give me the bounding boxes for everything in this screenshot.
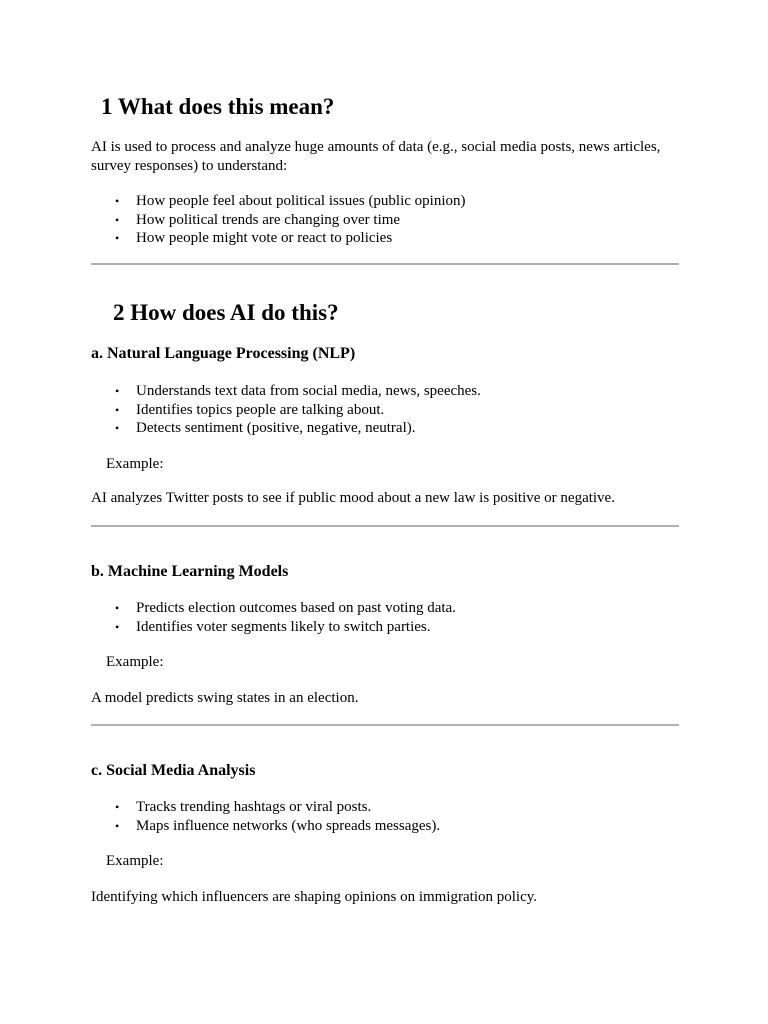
subsection-nlp-example-text: AI analyzes Twitter posts to see if public mood about a new law is positive or negative. (91, 490, 615, 506)
list-item-text: Predicts election outcomes based on past voting data. (136, 600, 456, 616)
horizontal-rule (91, 724, 679, 726)
list-item-text: Identifies voter segments likely to switch parties. (136, 618, 431, 635)
section-1-bullet-list (91, 192, 466, 248)
list-item-text: Identifies topics people are talking about. (136, 401, 385, 418)
list-item (91, 211, 466, 230)
bullet-icon: • (115, 402, 120, 417)
list-item-text: Maps influence networks (who spreads messages). (136, 817, 441, 834)
subsection-nlp-title: a. Natural Language Processing (NLP) (91, 345, 356, 362)
subsection-ml-example-label: Example: (106, 654, 164, 670)
list-item (91, 401, 481, 420)
bullet-icon: • (115, 231, 120, 245)
bullet-icon: • (115, 212, 120, 227)
list-item-text: How people feel about political issues (public opinion) (136, 193, 466, 209)
list-item-text: How people might vote or react to policies (136, 230, 393, 246)
subsection-social-example-label: Example: (106, 853, 164, 869)
list-item (91, 192, 466, 211)
list-item (91, 798, 440, 817)
list-item (91, 229, 466, 248)
list-item (91, 419, 481, 438)
list-item (91, 599, 456, 618)
list-item-text: Detects sentiment (positive, negative, neutral). (136, 420, 416, 436)
section-2-heading: 2 How does AI do this? (113, 300, 339, 325)
subsection-nlp-bullet-list (91, 382, 481, 438)
subsection-social-bullet-list (91, 798, 440, 835)
list-item-text: How political trends are changing over time (136, 211, 401, 228)
subsection-ml-example-text: A model predicts swing states in an election. (91, 690, 359, 706)
bullet-icon: • (115, 818, 120, 833)
bullet-icon: • (115, 800, 120, 814)
subsection-ml-bullet-list (91, 599, 456, 636)
list-item-text: Understands text data from social media, news, speeches. (136, 383, 481, 399)
bullet-icon: • (115, 384, 120, 398)
section-1-intro: AI is used to process and analyze huge amounts of data (e.g., social media posts, news articles, survey responses) to understand: (91, 139, 661, 174)
bullet-icon: • (115, 619, 120, 634)
list-item (91, 817, 440, 836)
subsection-social-title: c. Social Media Analysis (91, 762, 256, 779)
bullet-icon: • (115, 421, 120, 435)
section-1-heading: 1 What does this mean? (101, 94, 335, 119)
subsection-social-example-text: Identifying which influencers are shaping opinions on immigration policy. (91, 889, 538, 905)
horizontal-rule (91, 525, 679, 527)
horizontal-rule (91, 263, 679, 265)
list-item (91, 382, 481, 401)
subsection-ml-title: b. Machine Learning Models (91, 563, 289, 580)
bullet-icon: • (115, 194, 120, 208)
list-item (91, 618, 456, 637)
bullet-icon: • (115, 601, 120, 615)
list-item-text: Tracks trending hashtags or viral posts. (136, 799, 372, 815)
subsection-nlp-example-label: Example: (106, 456, 164, 472)
